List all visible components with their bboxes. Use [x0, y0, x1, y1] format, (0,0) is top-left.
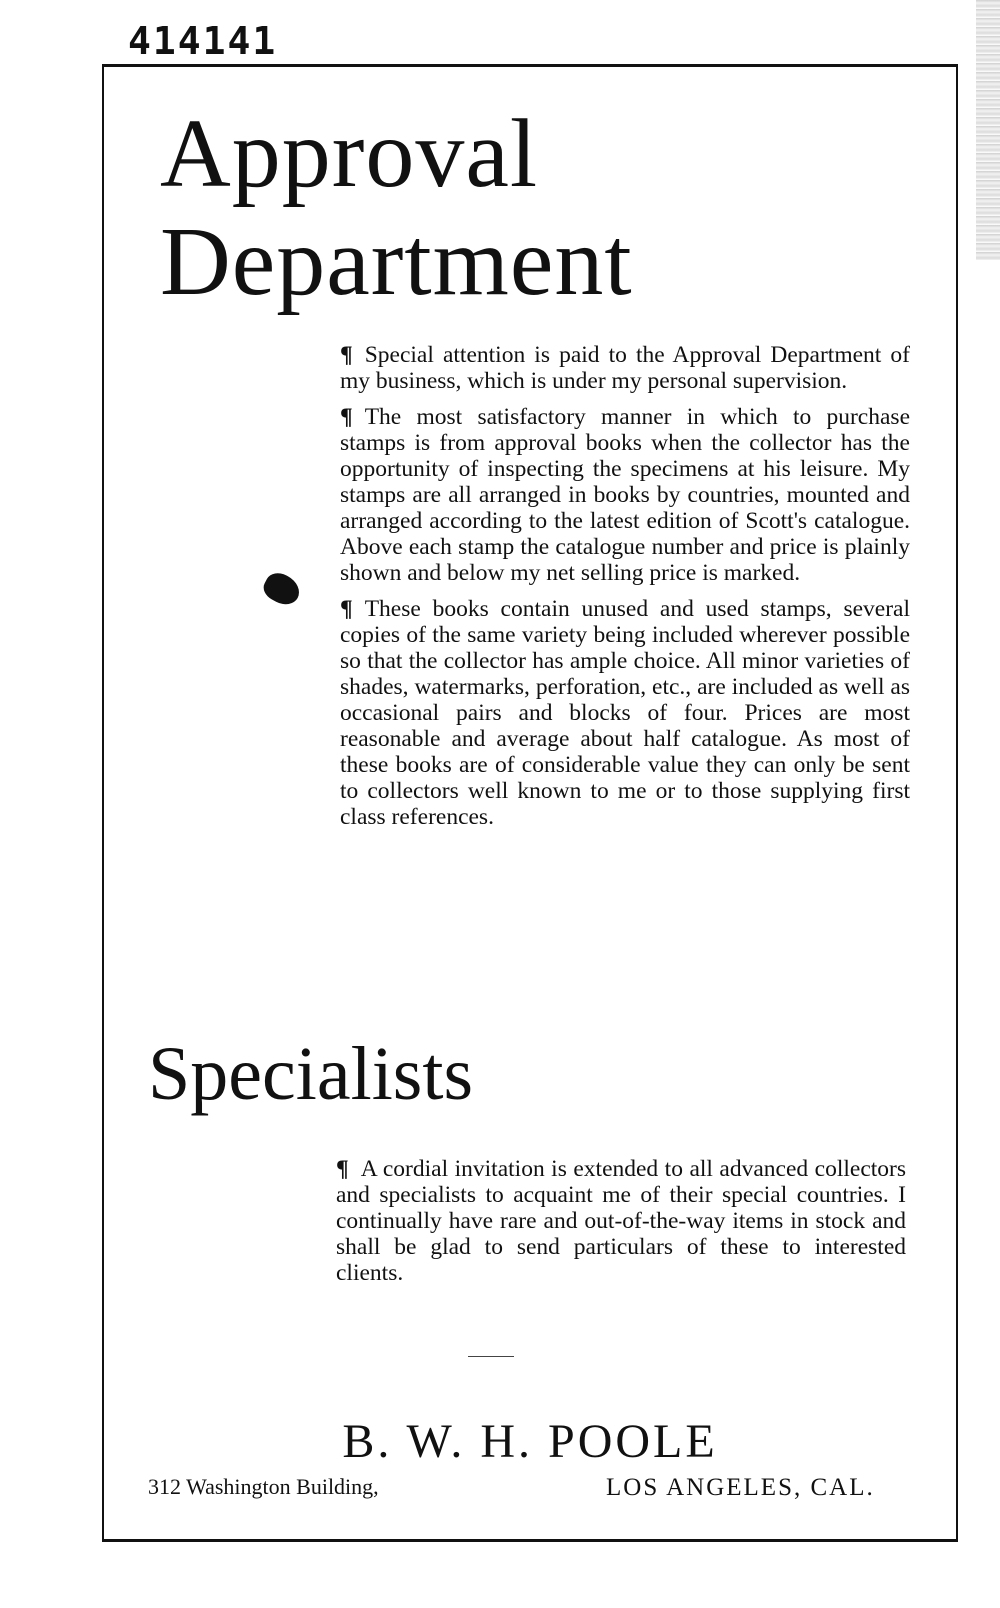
- divider: [468, 1356, 514, 1357]
- paragraph: [340, 404, 910, 586]
- paragraph: [340, 342, 910, 394]
- pilcrow-icon: ¶: [340, 596, 353, 622]
- paragraph: [336, 1156, 906, 1286]
- pilcrow-icon: ¶: [336, 1156, 349, 1182]
- heading-line-1: Approval: [160, 100, 539, 208]
- approval-text-block: [340, 342, 910, 840]
- city-state: LOS ANGELES, CAL.: [606, 1474, 875, 1501]
- paragraph-text: These books contain unused and used stamps, several copies of the same variety being included wherever possible so that the collector has ample choice. All minor varieties of shades, watermarks, perforation, etc., are included as well as occasional pairs and blocks of four. Prices are most reasonable and average about half catalogue. As most of these books are of considerable value they can only be sent to collectors well known to me or to those supplying first class references.: [340, 596, 910, 830]
- paragraph: [340, 596, 910, 830]
- specialists-text-block: [336, 1156, 906, 1296]
- paragraph-text: Special attention is paid to the Approval Department of my business, which is under my personal supervision.: [340, 342, 910, 394]
- pilcrow-icon: ¶: [340, 342, 353, 368]
- paragraph-text: A cordial invitation is extended to all advanced collectors and specialists to acquaint me of their special countries. I continually have rare and out-of-the-way items in stock and shall be glad to send particulars of these to interested clients.: [336, 1156, 906, 1286]
- specialists-heading: Specialists: [148, 1032, 474, 1116]
- page-number: 414141: [128, 19, 278, 63]
- pilcrow-icon: ¶: [340, 404, 353, 430]
- heading-line-2: Department: [160, 208, 633, 316]
- paragraph-text: The most satisfactory manner in which to purchase stamps is from approval books when the collector has the opportunity of inspecting the specimens at his leisure. My stamps are all arranged in books by countries, mounted and arranged according to the latest edition of Scott's catalogue. Above each stamp the catalogue number and price is plainly shown and below my net selling price is marked.: [340, 404, 910, 586]
- street-address: 312 Washington Building,: [148, 1474, 379, 1499]
- firm-name: B. W. H. POOLE: [342, 1415, 718, 1468]
- scanned-page-edge: [976, 0, 1000, 260]
- approval-department-heading: [160, 100, 633, 316]
